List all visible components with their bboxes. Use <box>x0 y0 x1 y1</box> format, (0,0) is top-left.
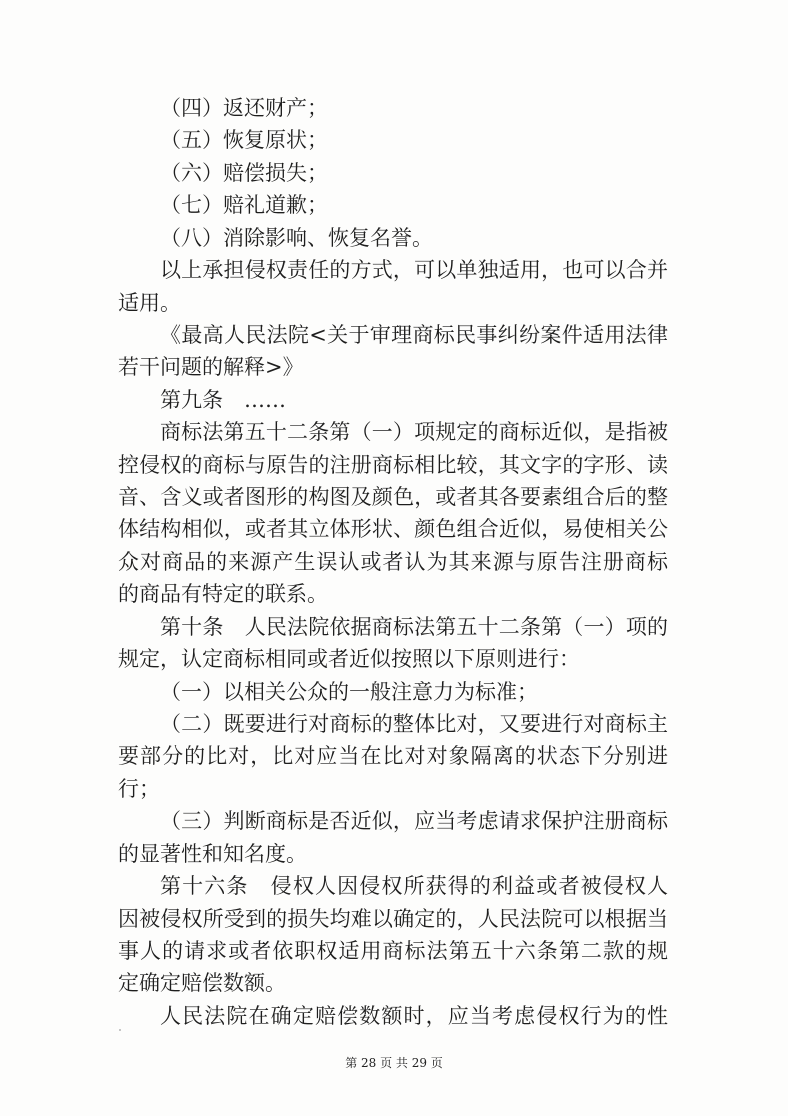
paragraph <box>118 416 668 611</box>
text-line: 以上承担侵权责任的方式，可以单独适用，也可以合并 <box>160 258 668 283</box>
text-line: 适用。 <box>118 290 181 315</box>
text-line: 因被侵权所受到的损失均难以确定的，人民法院可以根据当 <box>118 906 668 931</box>
text-line: 若干问题的解释>》 <box>118 355 304 380</box>
paragraph <box>118 222 668 254</box>
text-line: 《最高人民法院<关于审理商标民事纠纷案件适用法律 <box>160 322 668 347</box>
text-line: 要部分的比对，比对应当在比对对象隔离的状态下分别进 <box>118 744 668 769</box>
paragraph <box>118 708 668 805</box>
paragraph <box>118 805 668 870</box>
text-line: 行； <box>118 776 160 801</box>
paragraph <box>118 124 668 156</box>
text-line: 的商品有特定的联系。 <box>118 582 328 607</box>
text-line: 音、含义或者图形的构图及颜色，或者其各要素组合后的整 <box>118 485 668 510</box>
scan-artifact <box>119 1029 121 1031</box>
text-line: 规定，认定商标相同或者近似按照以下原则进行： <box>118 647 580 672</box>
paragraph <box>118 92 668 124</box>
text-line: （三）判断商标是否近似，应当考虑请求保护注册商标 <box>160 809 668 834</box>
paragraph <box>118 870 668 1000</box>
text-line: 商标法第五十二条第（一）项规定的商标近似，是指被 <box>160 420 668 445</box>
text-line: 第十六条 侵权人因侵权所获得的利益或者被侵权人 <box>160 874 668 899</box>
text-line: 控侵权的商标与原告的注册商标相比较，其文字的字形、读 <box>118 452 668 477</box>
paragraph <box>118 254 668 319</box>
text-line: 众对商品的来源产生误认或者认为其来源与原告注册商标 <box>118 549 668 574</box>
text-line: （四）返还财产； <box>160 96 328 120</box>
paragraph <box>118 1000 668 1032</box>
body-text <box>118 92 668 1032</box>
paragraph <box>118 157 668 189</box>
text-line: 体结构相似，或者其立体形状、颜色组合近似，易使相关公 <box>118 517 668 542</box>
paragraph <box>118 319 668 384</box>
text-line: 第十条 人民法院依据商标法第五十二条第（一）项的 <box>160 614 668 639</box>
text-line: （六）赔偿损失； <box>160 160 328 185</box>
text-line: （八）消除影响、恢复名誉。 <box>160 225 433 250</box>
paragraph <box>118 611 668 676</box>
paragraph <box>118 189 668 221</box>
article-heading <box>118 384 668 416</box>
text-line: 人民法院在确定赔偿数额时，应当考虑侵权行为的性 <box>160 1003 668 1028</box>
text-line: 的显著性和知名度。 <box>118 841 307 866</box>
text-line: 第九条 …… <box>160 387 286 412</box>
paragraph <box>118 676 668 708</box>
text-line: （五）恢复原状； <box>160 128 328 153</box>
page-footer: 第 28 页 共 29 页 <box>345 1056 443 1070</box>
text-line: 事人的请求或者依职权适用商标法第五十六条第二款的规 <box>118 938 668 963</box>
text-line: （二）既要进行对商标的整体比对，又要进行对商标主 <box>160 712 668 737</box>
text-line: 定确定赔偿数额。 <box>118 971 286 996</box>
text-line: （一）以相关公众的一般注意力为标准； <box>160 679 538 704</box>
text-line: （七）赔礼道歉； <box>160 193 328 218</box>
